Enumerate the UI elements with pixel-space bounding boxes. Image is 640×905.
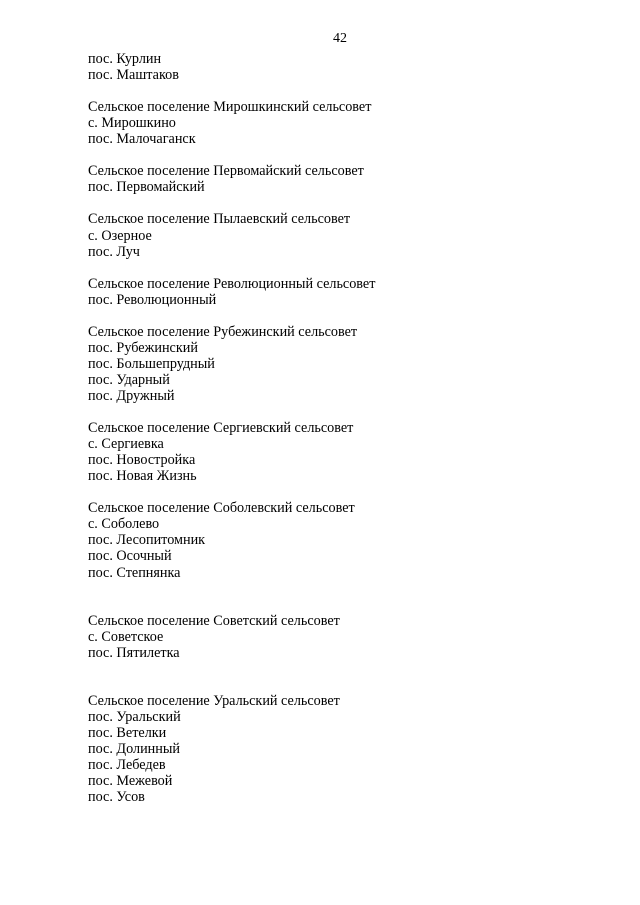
- settlement-list: [88, 51, 588, 805]
- settlement-line: пос. Луч: [88, 243, 140, 260]
- settlement-heading: Сельское поселение Пылаевский сельсовет: [88, 211, 351, 228]
- settlement-group: [88, 324, 588, 404]
- settlement-line: пос. Курлин: [88, 51, 162, 67]
- settlement-heading: Сельское поселение Советский сельсовет: [88, 612, 340, 629]
- settlement-line: пос. Революционный: [88, 291, 217, 308]
- settlement-line: пос. Дружный: [88, 387, 175, 404]
- settlement-heading: Сельское поселение Мирошкинский сельсовет: [88, 99, 372, 116]
- settlement-line: пос. Маштаков: [88, 67, 179, 84]
- settlement-heading: Сельское поселение Рубежинский сельсовет: [88, 323, 358, 340]
- settlement-line: пос. Осочный: [88, 548, 172, 565]
- settlement-heading: Сельское поселение Соболевский сельсовет: [88, 500, 355, 517]
- settlement-line: пос. Ударный: [88, 371, 170, 388]
- settlement-group: [88, 420, 588, 484]
- settlement-line: пос. Малочаганск: [88, 131, 196, 148]
- settlement-line: с. Сергиевка: [88, 436, 164, 453]
- settlement-line: с. Мирошкино: [88, 115, 176, 132]
- settlement-group: [88, 99, 588, 147]
- settlement-line: пос. Лесопитомник: [88, 532, 206, 549]
- settlement-line: пос. Уральский: [88, 708, 181, 725]
- settlement-line: с. Советское: [88, 628, 164, 645]
- settlement-line: пос. Усов: [88, 788, 145, 805]
- settlement-line: пос. Пятилетка: [88, 644, 180, 661]
- settlement-line: пос. Степнянка: [88, 564, 181, 581]
- settlement-line: с. Озерное: [88, 227, 152, 244]
- settlement-heading: Сельское поселение Сергиевский сельсовет: [88, 420, 354, 437]
- settlement-line: с. Соболево: [88, 516, 160, 533]
- settlement-group: [88, 613, 588, 661]
- settlement-group: [88, 500, 588, 580]
- settlement-line: пос. Рубежинский: [88, 339, 198, 356]
- settlement-line: пос. Межевой: [88, 772, 173, 789]
- settlement-line: пос. Новая Жизнь: [88, 468, 197, 485]
- settlement-group: [88, 693, 588, 805]
- settlement-heading: Сельское поселение Революционный сельсовет: [88, 275, 376, 292]
- settlement-heading: Сельское поселение Первомайский сельсовет: [88, 163, 364, 180]
- page-number: 42: [333, 31, 347, 46]
- settlement-line: пос. Большепрудный: [88, 355, 215, 372]
- settlement-group: [88, 276, 588, 308]
- settlement-line: пос. Новостройка: [88, 452, 196, 469]
- settlement-heading: Сельское поселение Уральский сельсовет: [88, 692, 340, 709]
- settlement-group: [88, 51, 588, 83]
- settlement-group: [88, 163, 588, 195]
- settlement-line: пос. Долинный: [88, 740, 180, 757]
- settlement-line: пос. Первомайский: [88, 179, 205, 196]
- settlement-group: [88, 211, 588, 259]
- settlement-line: пос. Ветелки: [88, 724, 167, 741]
- settlement-line: пос. Лебедев: [88, 756, 166, 773]
